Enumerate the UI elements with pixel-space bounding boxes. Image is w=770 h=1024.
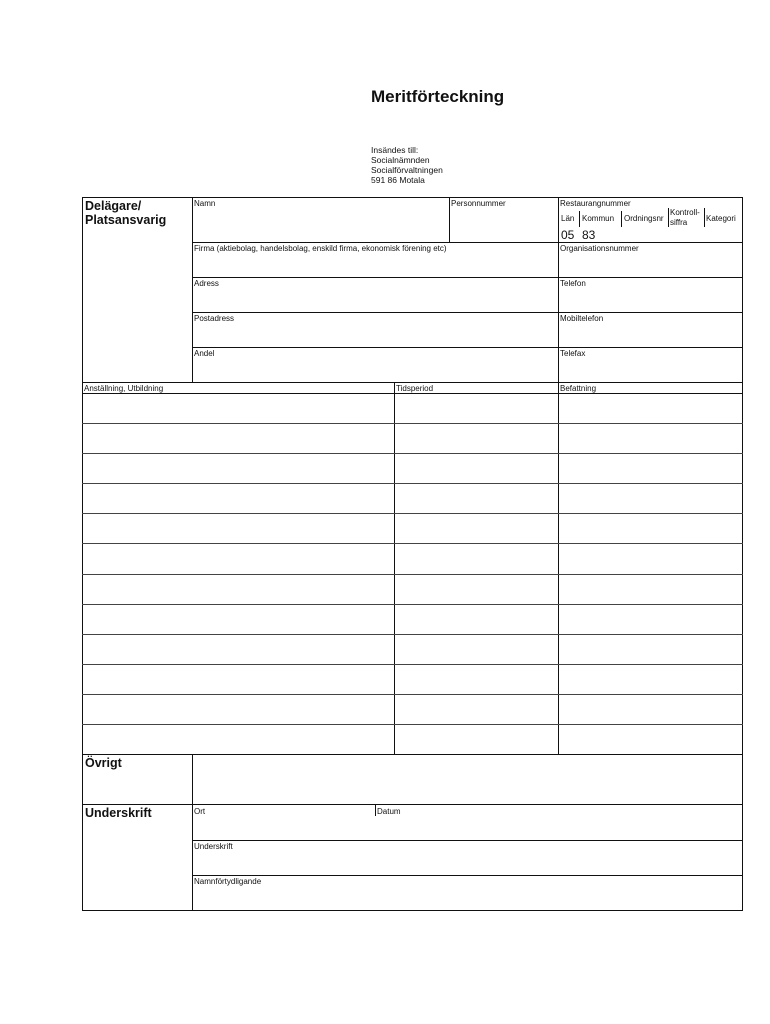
telefon-field[interactable]: Telefon [560, 279, 586, 288]
col-header-befattning: Befattning [560, 384, 597, 393]
divider [621, 211, 622, 227]
table-row[interactable] [83, 514, 742, 542]
organisationsnummer-field[interactable]: Organisationsnummer [560, 244, 639, 253]
divider [579, 211, 580, 227]
owner-heading: Delägare/ [85, 199, 142, 213]
table-row[interactable] [83, 575, 742, 603]
datum-field[interactable]: Datum [377, 807, 401, 816]
col-header-anstallning: Anställning, Utbildning [84, 384, 164, 393]
address-line: 591 86 Motala [371, 175, 425, 185]
divider [192, 312, 743, 313]
restaurangnummer-label: Restaurangnummer [560, 199, 631, 208]
col-header-tidsperiod: Tidsperiod [396, 384, 434, 393]
divider [192, 197, 193, 383]
adress-field[interactable]: Adress [194, 279, 219, 288]
namn-field[interactable]: Namn [194, 199, 216, 208]
ordningsnr-field[interactable]: Ordningsnr [624, 214, 664, 223]
table-row[interactable] [83, 605, 742, 633]
address-line: Socialnämnden [371, 155, 430, 165]
divider [668, 208, 669, 227]
table-row[interactable] [83, 725, 742, 753]
table-row[interactable] [83, 544, 742, 572]
namnfortydligande-field[interactable]: Namnförtydligande [194, 877, 262, 886]
ovrigt-heading: Övrigt [85, 756, 122, 770]
kommun-value: 83 [582, 228, 596, 242]
table-row[interactable] [83, 695, 742, 723]
divider [449, 197, 450, 243]
divider [558, 197, 559, 383]
ovrigt-field[interactable] [193, 755, 742, 803]
underskrift-field[interactable]: Underskrift [194, 842, 233, 851]
divider [192, 347, 743, 348]
owner-heading: Platsansvarig [85, 213, 167, 227]
kommun-label: Kommun [582, 214, 615, 223]
page-title: Meritförteckning [371, 87, 505, 106]
table-row[interactable] [83, 665, 742, 693]
divider [192, 840, 743, 841]
lan-label: Län [561, 214, 575, 223]
address-line: Insändes till: [371, 145, 419, 155]
send-to-address [371, 145, 443, 185]
firma-field[interactable]: Firma (aktiebolag, handelsbolag, enskild firma, ekonomisk förening etc) [194, 244, 447, 253]
table-row[interactable] [83, 635, 742, 663]
andel-field[interactable]: Andel [194, 349, 215, 358]
table-row[interactable] [83, 394, 742, 422]
lan-value: 05 [561, 228, 575, 242]
address-line: Socialförvaltningen [371, 165, 443, 175]
telefax-field[interactable]: Telefax [560, 349, 586, 358]
personnummer-field[interactable]: Personnummer [451, 199, 506, 208]
divider [375, 804, 376, 816]
table-row[interactable] [83, 484, 742, 512]
divider [82, 382, 743, 383]
kategori-field[interactable]: Kategori [706, 214, 736, 223]
divider [192, 277, 743, 278]
mobiltelefon-field[interactable]: Mobiltelefon [560, 314, 604, 323]
underskrift-heading: Underskrift [85, 806, 152, 820]
divider [82, 804, 743, 805]
kontroll-label: siffra [670, 218, 688, 227]
kontroll-label: Kontroll- [670, 208, 700, 217]
divider [704, 208, 705, 227]
ort-field[interactable]: Ort [194, 807, 206, 816]
table-row[interactable] [83, 424, 742, 452]
postadress-field[interactable]: Postadress [194, 314, 235, 323]
table-row[interactable] [83, 454, 742, 482]
divider [192, 242, 743, 243]
divider [192, 875, 743, 876]
